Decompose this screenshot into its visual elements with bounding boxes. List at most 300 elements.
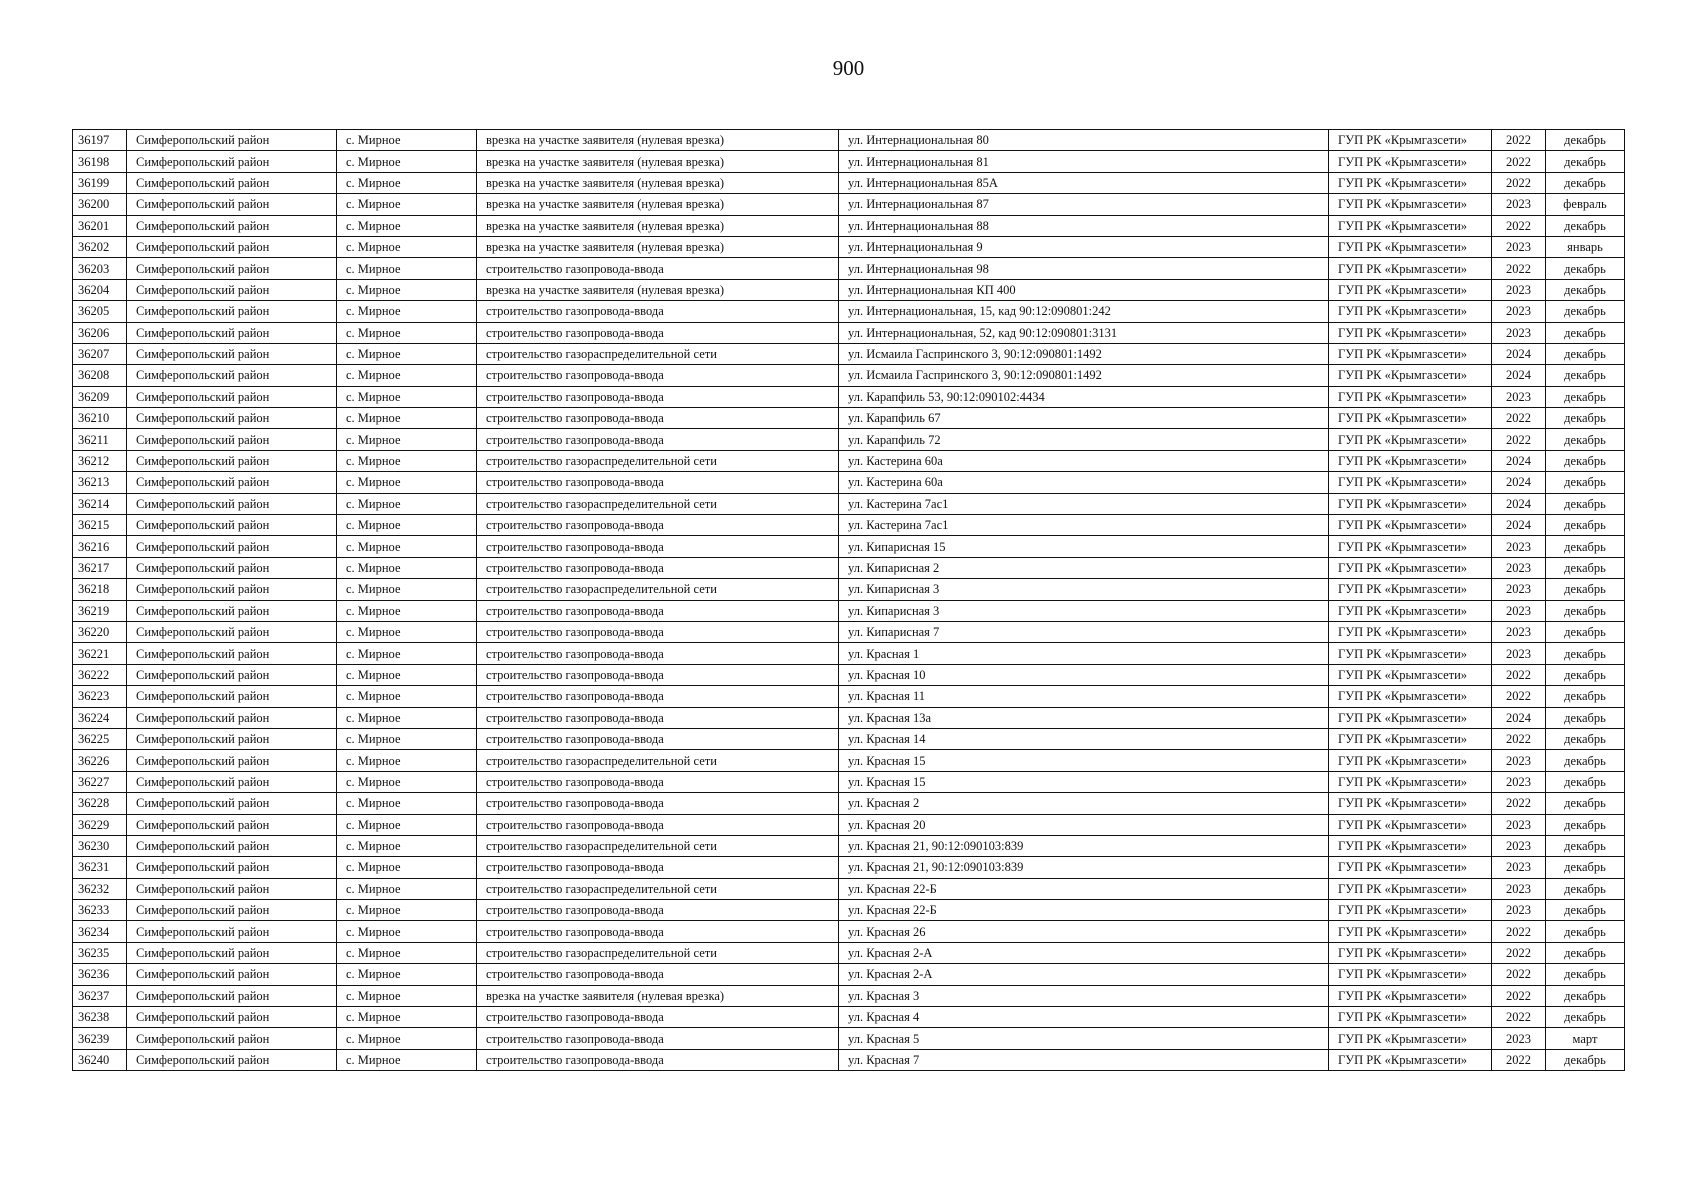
settlement-cell: с. Мирное [337, 771, 477, 792]
organization-cell: ГУП РК «Крымгазсети» [1329, 236, 1492, 257]
address-cell: ул. Красная 21, 90:12:090103:839 [839, 857, 1329, 878]
month-cell: декабрь [1546, 707, 1625, 728]
work-type-cell: строительство газопровода-ввода [477, 857, 839, 878]
address-cell: ул. Красная 21, 90:12:090103:839 [839, 835, 1329, 856]
settlement-cell: с. Мирное [337, 301, 477, 322]
organization-cell: ГУП РК «Крымгазсети» [1329, 793, 1492, 814]
organization-cell: ГУП РК «Крымгазсети» [1329, 750, 1492, 771]
work-type-cell: строительство газораспределительной сети [477, 343, 839, 364]
year-cell: 2022 [1492, 408, 1546, 429]
table-row [73, 386, 1625, 407]
year-cell: 2022 [1492, 429, 1546, 450]
address-cell: ул. Интернациональная, 15, кад 90:12:090801:242 [839, 301, 1329, 322]
address-cell: ул. Красная 13а [839, 707, 1329, 728]
work-type-cell: строительство газопровода-ввода [477, 515, 839, 536]
work-type-cell: строительство газораспределительной сети [477, 835, 839, 856]
work-type-cell: врезка на участке заявителя (нулевая врезка) [477, 215, 839, 236]
work-type-cell: врезка на участке заявителя (нулевая врезка) [477, 236, 839, 257]
settlement-cell: с. Мирное [337, 878, 477, 899]
district-cell: Симферопольский район [127, 322, 337, 343]
work-type-cell: строительство газораспределительной сети [477, 750, 839, 771]
row-number-cell: 36224 [73, 707, 127, 728]
table-row [73, 664, 1625, 685]
month-cell: декабрь [1546, 664, 1625, 685]
month-cell: декабрь [1546, 643, 1625, 664]
work-type-cell: строительство газопровода-ввода [477, 921, 839, 942]
month-cell: декабрь [1546, 1049, 1625, 1070]
work-type-cell: врезка на участке заявителя (нулевая врезка) [477, 172, 839, 193]
organization-cell: ГУП РК «Крымгазсети» [1329, 215, 1492, 236]
district-cell: Симферопольский район [127, 964, 337, 985]
month-cell: февраль [1546, 194, 1625, 215]
year-cell: 2022 [1492, 793, 1546, 814]
month-cell: декабрь [1546, 878, 1625, 899]
settlement-cell: с. Мирное [337, 728, 477, 749]
year-cell: 2024 [1492, 707, 1546, 728]
organization-cell: ГУП РК «Крымгазсети» [1329, 600, 1492, 621]
year-cell: 2023 [1492, 536, 1546, 557]
settlement-cell: с. Мирное [337, 557, 477, 578]
month-cell: март [1546, 1028, 1625, 1049]
year-cell: 2022 [1492, 964, 1546, 985]
district-cell: Симферопольский район [127, 130, 337, 151]
table-row [73, 793, 1625, 814]
year-cell: 2023 [1492, 322, 1546, 343]
row-number-cell: 36236 [73, 964, 127, 985]
month-cell: декабрь [1546, 386, 1625, 407]
table-row [73, 621, 1625, 642]
settlement-cell: с. Мирное [337, 793, 477, 814]
district-cell: Симферопольский район [127, 429, 337, 450]
organization-cell: ГУП РК «Крымгазсети» [1329, 258, 1492, 279]
table-row [73, 942, 1625, 963]
month-cell: декабрь [1546, 942, 1625, 963]
table-row [73, 429, 1625, 450]
settlement-cell: с. Мирное [337, 664, 477, 685]
year-cell: 2022 [1492, 942, 1546, 963]
row-number-cell: 36217 [73, 557, 127, 578]
work-type-cell: строительство газопровода-ввода [477, 408, 839, 429]
district-cell: Симферопольский район [127, 386, 337, 407]
district-cell: Симферопольский район [127, 450, 337, 471]
settlement-cell: с. Мирное [337, 750, 477, 771]
address-cell: ул. Карапфиль 67 [839, 408, 1329, 429]
work-type-cell: врезка на участке заявителя (нулевая врезка) [477, 151, 839, 172]
row-number-cell: 36200 [73, 194, 127, 215]
month-cell: декабрь [1546, 857, 1625, 878]
row-number-cell: 36209 [73, 386, 127, 407]
work-type-cell: строительство газопровода-ввода [477, 301, 839, 322]
year-cell: 2023 [1492, 600, 1546, 621]
organization-cell: ГУП РК «Крымгазсети» [1329, 536, 1492, 557]
table-row [73, 900, 1625, 921]
month-cell: декабрь [1546, 1007, 1625, 1028]
work-type-cell: строительство газопровода-ввода [477, 258, 839, 279]
year-cell: 2023 [1492, 236, 1546, 257]
district-cell: Симферопольский район [127, 408, 337, 429]
year-cell: 2023 [1492, 386, 1546, 407]
district-cell: Симферопольский район [127, 515, 337, 536]
row-number-cell: 36237 [73, 985, 127, 1006]
month-cell: декабрь [1546, 258, 1625, 279]
year-cell: 2023 [1492, 279, 1546, 300]
settlement-cell: с. Мирное [337, 172, 477, 193]
table-row [73, 194, 1625, 215]
month-cell: декабрь [1546, 493, 1625, 514]
organization-cell: ГУП РК «Крымгазсети» [1329, 579, 1492, 600]
district-cell: Симферопольский район [127, 621, 337, 642]
row-number-cell: 36226 [73, 750, 127, 771]
organization-cell: ГУП РК «Крымгазсети» [1329, 771, 1492, 792]
district-cell: Симферопольский район [127, 301, 337, 322]
organization-cell: ГУП РК «Крымгазсети» [1329, 172, 1492, 193]
month-cell: декабрь [1546, 450, 1625, 471]
table-row [73, 450, 1625, 471]
work-type-cell: строительство газопровода-ввода [477, 365, 839, 386]
year-cell: 2024 [1492, 450, 1546, 471]
settlement-cell: с. Мирное [337, 450, 477, 471]
district-cell: Симферопольский район [127, 258, 337, 279]
work-type-cell: строительство газопровода-ввода [477, 1028, 839, 1049]
settlement-cell: с. Мирное [337, 493, 477, 514]
row-number-cell: 36229 [73, 814, 127, 835]
year-cell: 2024 [1492, 343, 1546, 364]
organization-cell: ГУП РК «Крымгазсети» [1329, 964, 1492, 985]
year-cell: 2023 [1492, 878, 1546, 899]
settlement-cell: с. Мирное [337, 600, 477, 621]
month-cell: декабрь [1546, 130, 1625, 151]
work-type-cell: врезка на участке заявителя (нулевая врезка) [477, 279, 839, 300]
year-cell: 2023 [1492, 1028, 1546, 1049]
row-number-cell: 36204 [73, 279, 127, 300]
month-cell: декабрь [1546, 557, 1625, 578]
table-row [73, 151, 1625, 172]
month-cell: декабрь [1546, 365, 1625, 386]
district-cell: Симферопольский район [127, 365, 337, 386]
page-number: 900 [832, 56, 865, 80]
registry-table-body [73, 130, 1625, 1071]
row-number-cell: 36198 [73, 151, 127, 172]
month-cell: декабрь [1546, 151, 1625, 172]
year-cell: 2022 [1492, 728, 1546, 749]
year-cell: 2023 [1492, 579, 1546, 600]
row-number-cell: 36222 [73, 664, 127, 685]
row-number-cell: 36206 [73, 322, 127, 343]
work-type-cell: строительство газопровода-ввода [477, 900, 839, 921]
organization-cell: ГУП РК «Крымгазсети» [1329, 151, 1492, 172]
settlement-cell: с. Мирное [337, 130, 477, 151]
year-cell: 2024 [1492, 472, 1546, 493]
month-cell: декабрь [1546, 172, 1625, 193]
address-cell: ул. Красная 5 [839, 1028, 1329, 1049]
district-cell: Симферопольский район [127, 686, 337, 707]
district-cell: Симферопольский район [127, 1028, 337, 1049]
table-row [73, 172, 1625, 193]
table-row [73, 279, 1625, 300]
settlement-cell: с. Мирное [337, 236, 477, 257]
table-row [73, 579, 1625, 600]
address-cell: ул. Интернациональная КП 400 [839, 279, 1329, 300]
organization-cell: ГУП РК «Крымгазсети» [1329, 835, 1492, 856]
organization-cell: ГУП РК «Крымгазсети» [1329, 365, 1492, 386]
year-cell: 2022 [1492, 130, 1546, 151]
table-row [73, 728, 1625, 749]
address-cell: ул. Интернациональная 81 [839, 151, 1329, 172]
row-number-cell: 36231 [73, 857, 127, 878]
address-cell: ул. Карапфиль 53, 90:12:090102:4434 [839, 386, 1329, 407]
month-cell: январь [1546, 236, 1625, 257]
district-cell: Симферопольский район [127, 900, 337, 921]
year-cell: 2023 [1492, 900, 1546, 921]
row-number-cell: 36230 [73, 835, 127, 856]
district-cell: Симферопольский район [127, 921, 337, 942]
row-number-cell: 36232 [73, 878, 127, 899]
month-cell: декабрь [1546, 536, 1625, 557]
table-row [73, 835, 1625, 856]
work-type-cell: строительство газораспределительной сети [477, 493, 839, 514]
district-cell: Симферопольский район [127, 1049, 337, 1070]
settlement-cell: с. Мирное [337, 900, 477, 921]
settlement-cell: с. Мирное [337, 515, 477, 536]
district-cell: Симферопольский район [127, 857, 337, 878]
organization-cell: ГУП РК «Крымгазсети» [1329, 985, 1492, 1006]
organization-cell: ГУП РК «Крымгазсети» [1329, 664, 1492, 685]
district-cell: Симферопольский район [127, 985, 337, 1006]
year-cell: 2022 [1492, 985, 1546, 1006]
work-type-cell: строительство газопровода-ввода [477, 536, 839, 557]
year-cell: 2023 [1492, 835, 1546, 856]
month-cell: декабрь [1546, 322, 1625, 343]
settlement-cell: с. Мирное [337, 151, 477, 172]
row-number-cell: 36213 [73, 472, 127, 493]
address-cell: ул. Интернациональная 98 [839, 258, 1329, 279]
row-number-cell: 36207 [73, 343, 127, 364]
organization-cell: ГУП РК «Крымгазсети» [1329, 814, 1492, 835]
address-cell: ул. Кипарисная 7 [839, 621, 1329, 642]
organization-cell: ГУП РК «Крымгазсети» [1329, 194, 1492, 215]
row-number-cell: 36210 [73, 408, 127, 429]
address-cell: ул. Кипарисная 15 [839, 536, 1329, 557]
month-cell: декабрь [1546, 515, 1625, 536]
work-type-cell: строительство газораспределительной сети [477, 579, 839, 600]
row-number-cell: 36239 [73, 1028, 127, 1049]
year-cell: 2024 [1492, 493, 1546, 514]
table-row [73, 985, 1625, 1006]
organization-cell: ГУП РК «Крымгазсети» [1329, 921, 1492, 942]
month-cell: декабрь [1546, 964, 1625, 985]
district-cell: Симферопольский район [127, 878, 337, 899]
year-cell: 2023 [1492, 621, 1546, 642]
row-number-cell: 36211 [73, 429, 127, 450]
table-row [73, 964, 1625, 985]
address-cell: ул. Красная 3 [839, 985, 1329, 1006]
row-number-cell: 36235 [73, 942, 127, 963]
row-number-cell: 36228 [73, 793, 127, 814]
work-type-cell: строительство газораспределительной сети [477, 942, 839, 963]
organization-cell: ГУП РК «Крымгазсети» [1329, 130, 1492, 151]
district-cell: Симферопольский район [127, 835, 337, 856]
work-type-cell: строительство газопровода-ввода [477, 664, 839, 685]
organization-cell: ГУП РК «Крымгазсети» [1329, 686, 1492, 707]
address-cell: ул. Интернациональная 85А [839, 172, 1329, 193]
organization-cell: ГУП РК «Крымгазсети» [1329, 279, 1492, 300]
district-cell: Симферопольский район [127, 814, 337, 835]
district-cell: Симферопольский район [127, 536, 337, 557]
table-row [73, 686, 1625, 707]
district-cell: Симферопольский район [127, 707, 337, 728]
address-cell: ул. Красная 22-Б [839, 900, 1329, 921]
organization-cell: ГУП РК «Крымгазсети» [1329, 429, 1492, 450]
table-row [73, 707, 1625, 728]
month-cell: декабрь [1546, 921, 1625, 942]
district-cell: Симферопольский район [127, 236, 337, 257]
organization-cell: ГУП РК «Крымгазсети» [1329, 493, 1492, 514]
settlement-cell: с. Мирное [337, 386, 477, 407]
address-cell: ул. Красная 2-А [839, 964, 1329, 985]
organization-cell: ГУП РК «Крымгазсети» [1329, 900, 1492, 921]
address-cell: ул. Интернациональная 80 [839, 130, 1329, 151]
year-cell: 2023 [1492, 643, 1546, 664]
address-cell: ул. Красная 26 [839, 921, 1329, 942]
settlement-cell: с. Мирное [337, 985, 477, 1006]
settlement-cell: с. Мирное [337, 835, 477, 856]
table-row [73, 365, 1625, 386]
organization-cell: ГУП РК «Крымгазсети» [1329, 857, 1492, 878]
year-cell: 2022 [1492, 686, 1546, 707]
year-cell: 2023 [1492, 814, 1546, 835]
month-cell: декабрь [1546, 814, 1625, 835]
work-type-cell: строительство газопровода-ввода [477, 707, 839, 728]
district-cell: Симферопольский район [127, 557, 337, 578]
table-row [73, 600, 1625, 621]
row-number-cell: 36218 [73, 579, 127, 600]
settlement-cell: с. Мирное [337, 365, 477, 386]
settlement-cell: с. Мирное [337, 942, 477, 963]
settlement-cell: с. Мирное [337, 279, 477, 300]
address-cell: ул. Красная 14 [839, 728, 1329, 749]
month-cell: декабрь [1546, 835, 1625, 856]
address-cell: ул. Кипарисная 2 [839, 557, 1329, 578]
settlement-cell: с. Мирное [337, 322, 477, 343]
table-row [73, 771, 1625, 792]
address-cell: ул. Интернациональная 87 [839, 194, 1329, 215]
address-cell: ул. Кипарисная 3 [839, 600, 1329, 621]
address-cell: ул. Кастерина 60а [839, 472, 1329, 493]
row-number-cell: 36205 [73, 301, 127, 322]
row-number-cell: 36221 [73, 643, 127, 664]
year-cell: 2023 [1492, 301, 1546, 322]
district-cell: Симферопольский район [127, 728, 337, 749]
district-cell: Симферопольский район [127, 343, 337, 364]
row-number-cell: 36199 [73, 172, 127, 193]
table-row [73, 814, 1625, 835]
year-cell: 2023 [1492, 857, 1546, 878]
work-type-cell: строительство газопровода-ввода [477, 621, 839, 642]
address-cell: ул. Кастерина 60а [839, 450, 1329, 471]
settlement-cell: с. Мирное [337, 686, 477, 707]
organization-cell: ГУП РК «Крымгазсети» [1329, 728, 1492, 749]
table-row [73, 515, 1625, 536]
row-number-cell: 36223 [73, 686, 127, 707]
organization-cell: ГУП РК «Крымгазсети» [1329, 1049, 1492, 1070]
organization-cell: ГУП РК «Крымгазсети» [1329, 515, 1492, 536]
row-number-cell: 36208 [73, 365, 127, 386]
address-cell: ул. Красная 20 [839, 814, 1329, 835]
settlement-cell: с. Мирное [337, 621, 477, 642]
row-number-cell: 36234 [73, 921, 127, 942]
district-cell: Симферопольский район [127, 493, 337, 514]
year-cell: 2023 [1492, 557, 1546, 578]
organization-cell: ГУП РК «Крымгазсети» [1329, 878, 1492, 899]
address-cell: ул. Красная 2 [839, 793, 1329, 814]
year-cell: 2022 [1492, 664, 1546, 685]
year-cell: 2022 [1492, 258, 1546, 279]
year-cell: 2022 [1492, 921, 1546, 942]
work-type-cell: врезка на участке заявителя (нулевая врезка) [477, 985, 839, 1006]
year-cell: 2022 [1492, 151, 1546, 172]
settlement-cell: с. Мирное [337, 536, 477, 557]
organization-cell: ГУП РК «Крымгазсети» [1329, 557, 1492, 578]
row-number-cell: 36233 [73, 900, 127, 921]
year-cell: 2022 [1492, 172, 1546, 193]
settlement-cell: с. Мирное [337, 1049, 477, 1070]
district-cell: Симферопольский район [127, 750, 337, 771]
table-row [73, 215, 1625, 236]
work-type-cell: строительство газораспределительной сети [477, 878, 839, 899]
work-type-cell: строительство газораспределительной сети [477, 450, 839, 471]
table-row [73, 643, 1625, 664]
work-type-cell: врезка на участке заявителя (нулевая врезка) [477, 194, 839, 215]
table-row [73, 408, 1625, 429]
address-cell: ул. Красная 22-Б [839, 878, 1329, 899]
district-cell: Симферопольский район [127, 215, 337, 236]
address-cell: ул. Кипарисная 3 [839, 579, 1329, 600]
work-type-cell: строительство газопровода-ввода [477, 600, 839, 621]
work-type-cell: строительство газопровода-ввода [477, 771, 839, 792]
organization-cell: ГУП РК «Крымгазсети» [1329, 450, 1492, 471]
work-type-cell: строительство газопровода-ввода [477, 472, 839, 493]
table-row [73, 1049, 1625, 1070]
settlement-cell: с. Мирное [337, 643, 477, 664]
row-number-cell: 36203 [73, 258, 127, 279]
organization-cell: ГУП РК «Крымгазсети» [1329, 472, 1492, 493]
settlement-cell: с. Мирное [337, 408, 477, 429]
year-cell: 2022 [1492, 1007, 1546, 1028]
table-row [73, 878, 1625, 899]
table-row [73, 130, 1625, 151]
table-row [73, 557, 1625, 578]
row-number-cell: 36240 [73, 1049, 127, 1070]
work-type-cell: строительство газопровода-ввода [477, 728, 839, 749]
organization-cell: ГУП РК «Крымгазсети» [1329, 408, 1492, 429]
work-type-cell: строительство газопровода-ввода [477, 1007, 839, 1028]
table-row [73, 857, 1625, 878]
organization-cell: ГУП РК «Крымгазсети» [1329, 643, 1492, 664]
address-cell: ул. Красная 1 [839, 643, 1329, 664]
district-cell: Симферопольский район [127, 472, 337, 493]
settlement-cell: с. Мирное [337, 472, 477, 493]
organization-cell: ГУП РК «Крымгазсети» [1329, 1028, 1492, 1049]
district-cell: Симферопольский район [127, 194, 337, 215]
settlement-cell: с. Мирное [337, 258, 477, 279]
work-type-cell: строительство газопровода-ввода [477, 386, 839, 407]
settlement-cell: с. Мирное [337, 1007, 477, 1028]
district-cell: Симферопольский район [127, 172, 337, 193]
row-number-cell: 36219 [73, 600, 127, 621]
work-type-cell: строительство газопровода-ввода [477, 686, 839, 707]
work-type-cell: строительство газопровода-ввода [477, 814, 839, 835]
year-cell: 2023 [1492, 194, 1546, 215]
